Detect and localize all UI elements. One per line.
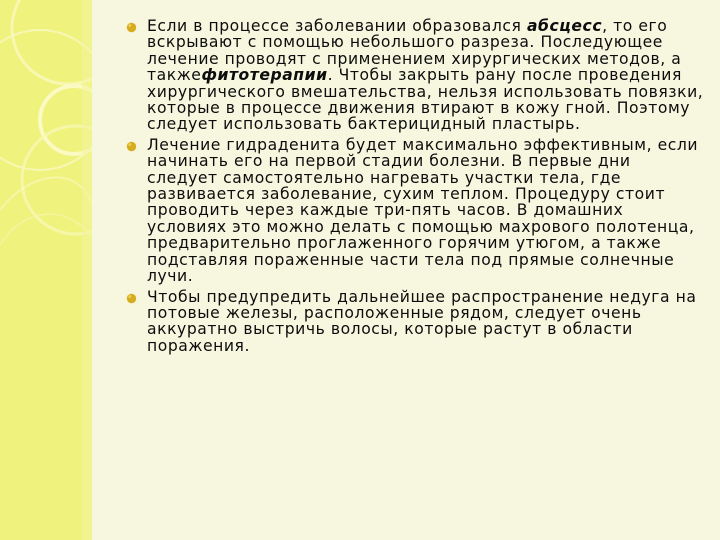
emphasis-abscess: абсцесс (526, 17, 603, 35)
bullet-item-2 (126, 137, 704, 285)
bullet-text-before-emphasis: Если в процессе заболевании образовался (147, 17, 527, 35)
circle-bullet-icon (126, 293, 137, 304)
bullet-list (126, 18, 704, 358)
bullet-item-3 (126, 289, 704, 355)
decorative-circles (0, 0, 92, 540)
circle-bullet-icon (126, 22, 137, 33)
bullet-item-1 (126, 18, 704, 133)
bullet-text-middle: , то его вскрывают с помощью небольшого разреза. Последующее лечение проводят с применением хирургических методов, а также (147, 17, 682, 85)
emphasis-phytotherapy: фитотерапии (201, 66, 328, 85)
decorative-side-band (0, 0, 92, 540)
bullet-text: Лечение гидраденита будет максимально эффективным, если начинать его на первой стадии болезни. В первые дни следует самостоятельно нагревать участки тела, где развивается заболевание, сухим теплом. Процедуру стоит проводить через каждые три-пять часов. В домашних условиях это можно делать с помощью махрового полотенца, предварительно проглаженного горячим утюгом, а также подставляя пораженные части тела под прямые солнечные лучи. (147, 135, 699, 286)
bullet-text: Чтобы предупредить дальнейшее распространение недуга на потовые железы, расположенные рядом, следует очень аккуратно выстричь волосы, которые растут в области поражения. (147, 287, 697, 355)
circle-bullet-icon (126, 141, 137, 152)
bullet-text-after-emphasis: . Чтобы закрыть рану после проведения хирургического вмешательства, нельзя использовать повязки, которые в процессе движения втирают в кожу гной. Поэтому следует использовать бактерицидный пластырь. (147, 66, 704, 134)
